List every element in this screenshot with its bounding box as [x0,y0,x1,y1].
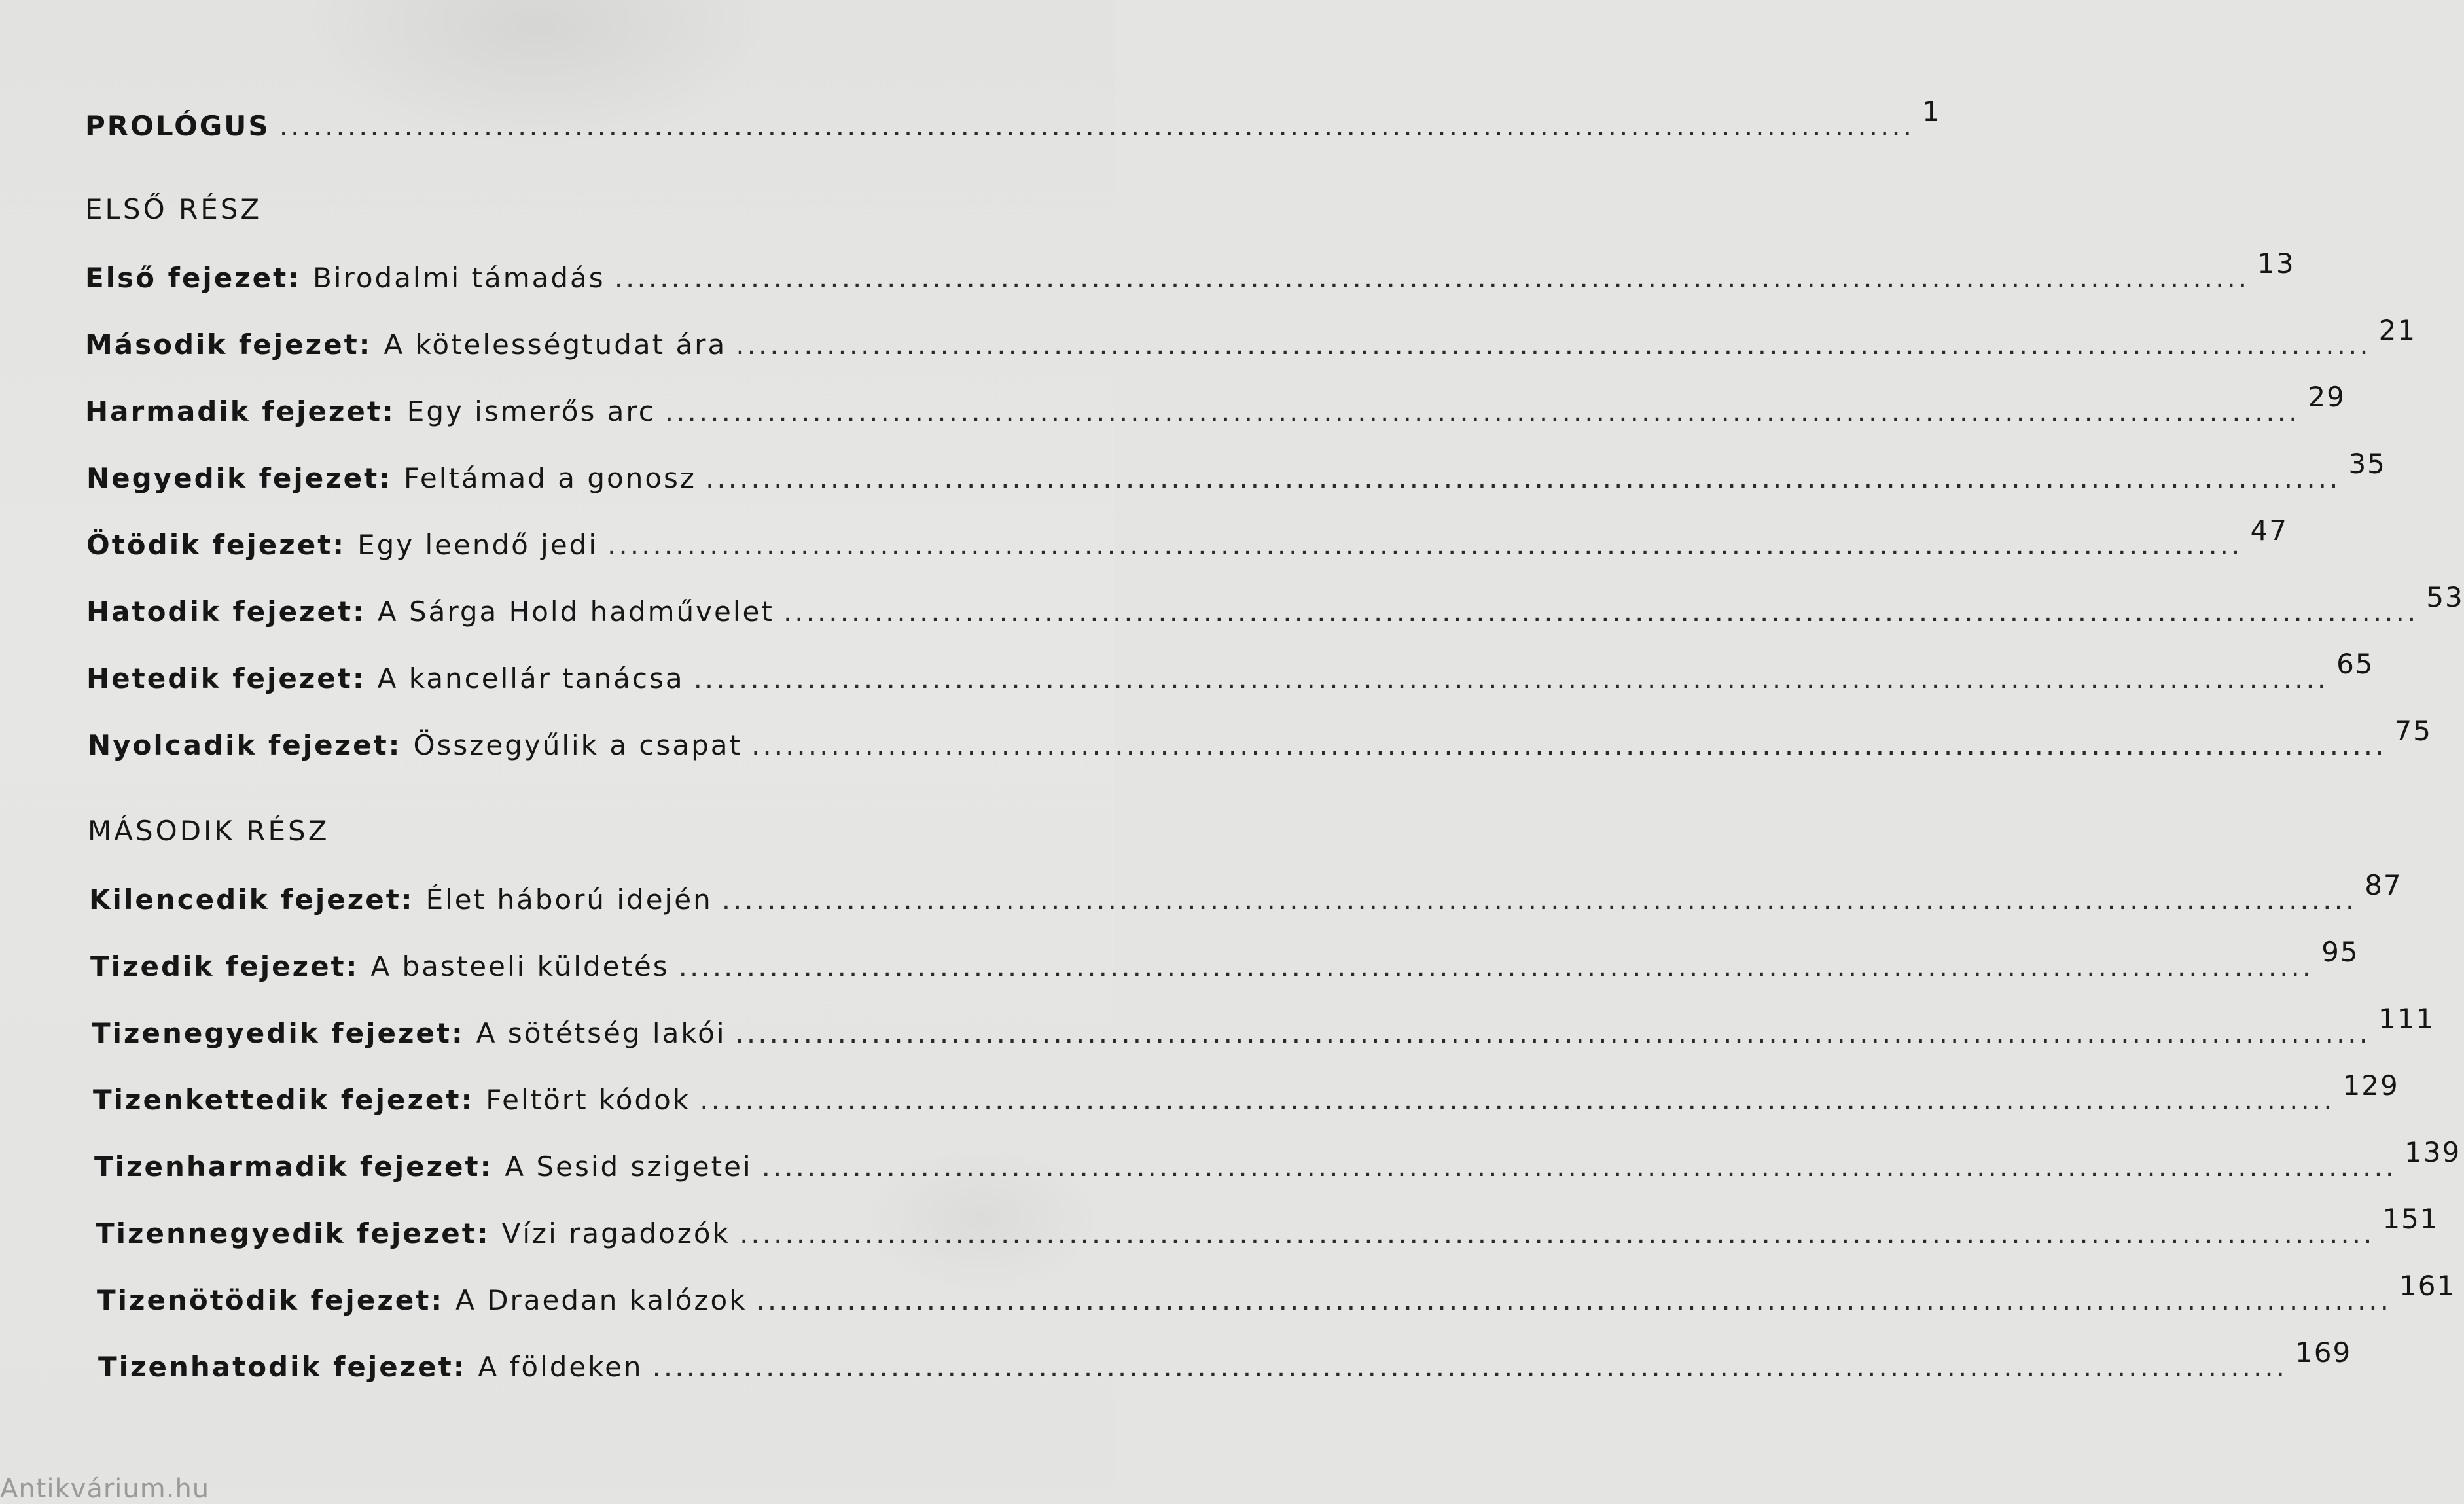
page-number: 129 [2342,1069,2399,1101]
page-number: 53 [2426,581,2464,613]
toc-entry [89,869,2402,916]
page-number: 151 [2382,1203,2439,1235]
chapter-title: Egy ismerős arc [406,395,656,427]
part-heading-1: ELSŐ RÉSZ [85,193,262,225]
chapter-label: Tizenkettedik fejezet: [93,1084,474,1116]
toc-entry [90,936,2359,982]
chapter-label: Tizenhatodik fejezet: [98,1351,467,1383]
page-number: 65 [2336,648,2374,680]
chapter-label: Tizennegyedik fejezet: [96,1217,490,1249]
toc-entry [97,1270,2456,1316]
chapter-label: Tizenharmadik fejezet: [94,1151,493,1183]
toc-entry-prologue [85,96,1941,142]
page-number: 169 [2295,1336,2352,1369]
dot-leader: ................................................................................................................................................ [751,729,2387,761]
chapter-title: Vízi ragadozók [501,1217,730,1249]
page-number: 95 [2321,936,2359,968]
toc-entry [86,514,2288,561]
watermark: Antikvárium.hu [0,1474,210,1504]
toc-entry [86,448,2386,494]
dot-leader: ................................................................................................................................................ [739,1217,2375,1249]
page-number: 13 [2257,247,2295,279]
part-heading-2: MÁSODIK RÉSZ [88,815,330,847]
chapter-title: A Sesid szigetei [505,1151,753,1183]
chapter-title: Egy leendő jedi [357,529,599,561]
toc-entry [94,1136,2461,1183]
chapter-title: Birodalmi támadás [313,262,605,294]
page-number: 29 [2308,381,2346,413]
page-number: 87 [2365,869,2402,901]
chapter-title: A sötétség lakói [476,1017,726,1049]
chapter-title: A kötelességtudat ára [384,329,727,361]
dot-leader: ................................................................................................................................................ [664,395,2300,427]
chapter-label: Hatodik fejezet: [86,596,366,628]
chapter-title: A földeken [478,1351,643,1383]
toc-entry [98,1336,2352,1383]
chapter-title: Feltört kódok [486,1084,691,1116]
page-number: 1 [1922,96,1941,128]
page-number: 21 [2378,314,2417,346]
chapter-label: Ötödik fejezet: [86,529,346,561]
page-number: 47 [2250,514,2288,546]
chapter-label: Hetedik fejezet: [86,662,366,694]
dot-leader: ................................................................................................................................................ [756,1284,2391,1316]
toc-entry [93,1069,2399,1116]
dot-leader: ................................................................................................................................................ [678,950,2314,982]
prologue-label: PROLÓGUS [85,110,270,142]
page-number: 75 [2394,715,2432,747]
toc-entry [96,1203,2439,1249]
chapter-label: Második fejezet: [85,329,372,361]
toc-entry [88,715,2432,761]
toc-entry [85,381,2346,427]
chapter-title: A Draedan kalózok [455,1284,747,1316]
dot-leader: ................................................................................................................................................ [761,1151,2397,1183]
chapter-label: Nyolcadik fejezet: [88,729,402,761]
toc-entry [85,314,2417,361]
chapter-title: A kancellár tanácsa [377,662,685,694]
page-number: 139 [2404,1136,2461,1168]
chapter-label: Negyedik fejezet: [86,462,393,494]
chapter-label: Tizenegyedik fejezet: [92,1017,465,1049]
page-number: 35 [2348,448,2386,480]
dot-leader: ................................................................................................................................................ [693,662,2329,694]
dot-leader: ................................................................................................................................................ [700,1084,2335,1116]
chapter-title: A Sárga Hold hadművelet [377,596,774,628]
chapter-label: Első fejezet: [85,262,302,294]
toc-entry [92,1003,2435,1049]
page-number: 161 [2399,1270,2456,1302]
dot-leader: ................................................................................................................................................ [783,596,2419,628]
dot-leader: ................................................................................................................................................ [736,329,2371,361]
chapter-title: Feltámad a gonosz [404,462,696,494]
dot-leader: ................................................................................................................................................ [279,110,1915,142]
dot-leader: ................................................................................................................................................ [735,1017,2370,1049]
chapter-label: Tizenötödik fejezet: [97,1284,444,1316]
dot-leader: ................................................................................................................................................ [652,1351,2288,1383]
dot-leader: ................................................................................................................................................ [607,529,2243,561]
chapter-label: Kilencedik fejezet: [89,884,414,916]
page-number: 111 [2378,1003,2435,1035]
chapter-title: Élet háború idején [425,884,713,916]
dot-leader: ................................................................................................................................................ [705,462,2341,494]
toc-entry [86,648,2374,694]
chapter-label: Harmadik fejezet: [85,395,395,427]
toc-entry [85,247,2295,294]
chapter-title: A basteeli küldetés [370,950,670,982]
dot-leader: ................................................................................................................................................ [721,884,2357,916]
chapter-title: Összegyűlik a csapat [413,729,743,761]
chapter-label: Tizedik fejezet: [90,950,359,982]
dot-leader: ................................................................................................................................................ [614,262,2250,294]
toc-entry [86,581,2464,628]
